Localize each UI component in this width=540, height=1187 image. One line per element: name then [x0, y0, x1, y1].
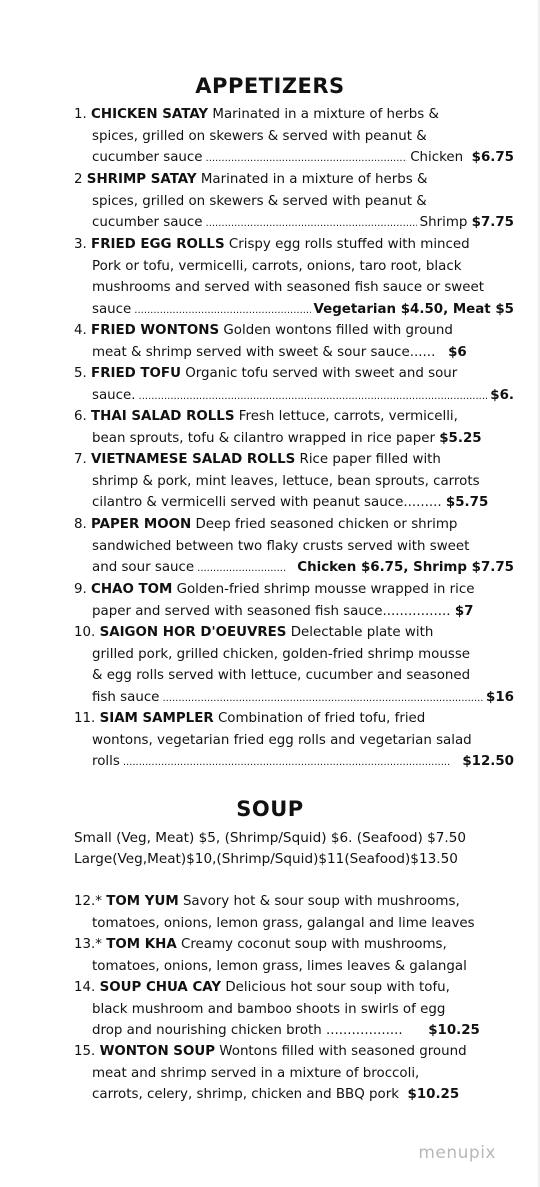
- item-desc: sauce.: [92, 387, 136, 403]
- menu-item: [74, 622, 514, 709]
- item-price: Chicken $6.75, Shrimp $7.75: [297, 560, 514, 576]
- item-desc: Fresh lettuce, carrots, vermicelli,: [238, 409, 458, 424]
- item-desc: cilantro & vermicelli served with peanut sauce.........: [92, 495, 442, 511]
- item-desc: drop and nourishing chicken broth ..................: [92, 1023, 403, 1039]
- item-desc: bean sprouts, tofu & cilantro wrapped in rice paper: [92, 430, 435, 446]
- item-price: $6.: [490, 387, 514, 403]
- item-desc: Creamy coconut soup with mushrooms,: [180, 937, 447, 952]
- item-desc: sauce: [92, 301, 132, 317]
- item-name: CHAO TOM: [91, 582, 173, 597]
- item-desc: grilled pork, grilled chicken, golden-fried shrimp mousse: [92, 646, 471, 662]
- soup-small-prices: Small (Veg, Meat) $5, (Shrimp/Squid) $6. (Seafood) $7.50: [74, 830, 466, 846]
- item-price: $5.25: [439, 430, 482, 446]
- menu-item: [74, 934, 514, 977]
- item-desc: rolls: [92, 754, 120, 770]
- item-number: 14.: [74, 980, 96, 995]
- item-name: FRIED TOFU: [91, 366, 181, 381]
- item-desc: spices, grilled on skewers & served with peanut &: [92, 128, 427, 144]
- item-desc: Combination of fried tofu, fried: [217, 711, 426, 726]
- menu-item: [74, 363, 514, 407]
- menu-item: [74, 320, 514, 363]
- soup-large-prices: Large(Veg,Meat)$10,(Shrimp/Squid)$11(Seafood)$13.50: [74, 851, 458, 867]
- menu-item: [74, 891, 514, 934]
- item-desc: mushrooms and served with seasoned fish sauce or sweet: [92, 280, 484, 296]
- item-name: FRIED EGG ROLLS: [91, 237, 225, 252]
- item-desc: tomatoes, onions, lemon grass, galangal and lime leaves: [92, 915, 475, 931]
- item-desc: meat & shrimp served with sweet & sour sauce......: [92, 344, 436, 360]
- item-number: 1.: [74, 107, 87, 122]
- menu-item: [74, 977, 514, 1042]
- soup-heading: SOUP: [236, 797, 304, 821]
- item-number: 12.*: [74, 894, 102, 909]
- item-price: $7.75: [471, 215, 514, 231]
- item-name: SHRIMP SATAY: [86, 172, 197, 187]
- appetizers-heading: APPETIZERS: [195, 74, 345, 98]
- item-name: SIAM SAMPLER: [99, 711, 214, 726]
- item-desc: cucumber sauce: [92, 150, 203, 166]
- menu-item: [74, 708, 514, 774]
- menu-item: [74, 514, 514, 580]
- item-desc: Crispy egg rolls stuffed with minced: [228, 237, 470, 252]
- item-name: SOUP CHUA CAY: [99, 980, 222, 995]
- item-desc: Marinated in a mixture of herbs &: [200, 172, 428, 187]
- item-number: 13.*: [74, 937, 102, 952]
- item-desc: Pork or tofu, vermicelli, carrots, onions, taro root, black: [92, 258, 462, 274]
- item-price: $5.75: [445, 495, 489, 511]
- item-desc: Golden-fried shrimp mousse wrapped in rice: [176, 582, 475, 597]
- item-number: 7.: [74, 452, 87, 467]
- menu-item: [74, 579, 514, 622]
- item-price: Vegetarian $4.50, Meat $5: [313, 301, 514, 317]
- item-name: WONTON SOUP: [99, 1044, 216, 1059]
- item-name: THAI SALAD ROLLS: [91, 409, 235, 424]
- item-price: $6.75: [471, 150, 514, 166]
- item-desc: Rice paper filled with: [299, 452, 441, 467]
- item-number: 10.: [74, 625, 96, 640]
- item-desc: meat and shrimp served in a mixture of broccoli,: [92, 1065, 420, 1081]
- watermark-logo: menupix: [418, 1143, 496, 1163]
- item-name: PAPER MOON: [91, 517, 192, 532]
- menu-item: [74, 104, 514, 170]
- item-desc: spices, grilled on skewers & served with peanut &: [92, 193, 427, 209]
- item-desc: Organic tofu served with sweet and sour: [185, 366, 458, 381]
- item-price: $6: [448, 344, 467, 360]
- item-price: $10.25: [428, 1023, 480, 1039]
- item-number: 9.: [74, 582, 87, 597]
- item-desc: wontons, vegetarian fried egg rolls and vegetarian salad: [92, 732, 472, 748]
- item-desc: fish sauce: [92, 689, 160, 705]
- item-price: $10.25: [407, 1087, 460, 1103]
- menu-item: [74, 406, 514, 449]
- item-price: $16: [486, 689, 514, 705]
- menu-item: [74, 169, 514, 235]
- menu-item: [74, 1041, 514, 1106]
- item-variant: Shrimp: [419, 215, 468, 231]
- item-number: 3.: [74, 237, 87, 252]
- item-number: 4.: [74, 323, 87, 338]
- item-desc: Deep fried seasoned chicken or shrimp: [195, 517, 458, 532]
- item-variant: Chicken: [410, 150, 464, 166]
- item-name: FRIED WONTONS: [91, 323, 220, 338]
- item-name: TOM KHA: [106, 937, 177, 952]
- item-number: 11.: [74, 711, 96, 726]
- item-desc: black mushroom and bamboo shoots in swirls of egg: [92, 1001, 446, 1017]
- item-name: TOM YUM: [106, 894, 179, 909]
- item-name: VIETNAMESE SALAD ROLLS: [91, 452, 296, 467]
- item-desc: paper and served with seasoned fish sauce................: [92, 603, 451, 619]
- item-number: 6.: [74, 409, 87, 424]
- item-number: 8.: [74, 517, 87, 532]
- item-desc: cucumber sauce: [92, 215, 203, 231]
- item-desc: & egg rolls served with lettuce, cucumber and seasoned: [92, 668, 471, 684]
- item-name: SAIGON HOR D'OEUVRES: [99, 625, 287, 640]
- item-desc: Marinated in a mixture of herbs &: [212, 107, 439, 122]
- item-desc: carrots, celery, shrimp, chicken and BBQ pork: [92, 1087, 399, 1103]
- item-desc: shrimp & pork, mint leaves, lettuce, bean sprouts, carrots: [92, 473, 480, 489]
- item-desc: Golden wontons filled with ground: [223, 323, 453, 338]
- item-desc: Delectable plate with: [290, 625, 434, 640]
- item-price: $7: [454, 603, 474, 619]
- item-desc: sandwiched between two flaky crusts served with sweet: [92, 538, 470, 554]
- menu-item: [74, 449, 514, 514]
- item-desc: and sour sauce: [92, 560, 195, 576]
- soup-size-prices: [74, 828, 514, 870]
- menu-item: [74, 234, 514, 321]
- item-name: CHICKEN SATAY: [91, 107, 209, 122]
- item-desc: tomatoes, onions, lemon grass, limes leaves & galangal: [92, 958, 467, 974]
- item-number: 5.: [74, 366, 87, 381]
- item-number: 15.: [74, 1044, 96, 1059]
- item-desc: Savory hot & sour soup with mushrooms,: [182, 894, 460, 909]
- item-number: 2: [74, 172, 83, 187]
- item-desc: Wontons filled with seasoned ground: [219, 1044, 467, 1059]
- item-desc: Delicious hot sour soup with tofu,: [225, 980, 450, 995]
- item-price: $12.50: [462, 754, 514, 770]
